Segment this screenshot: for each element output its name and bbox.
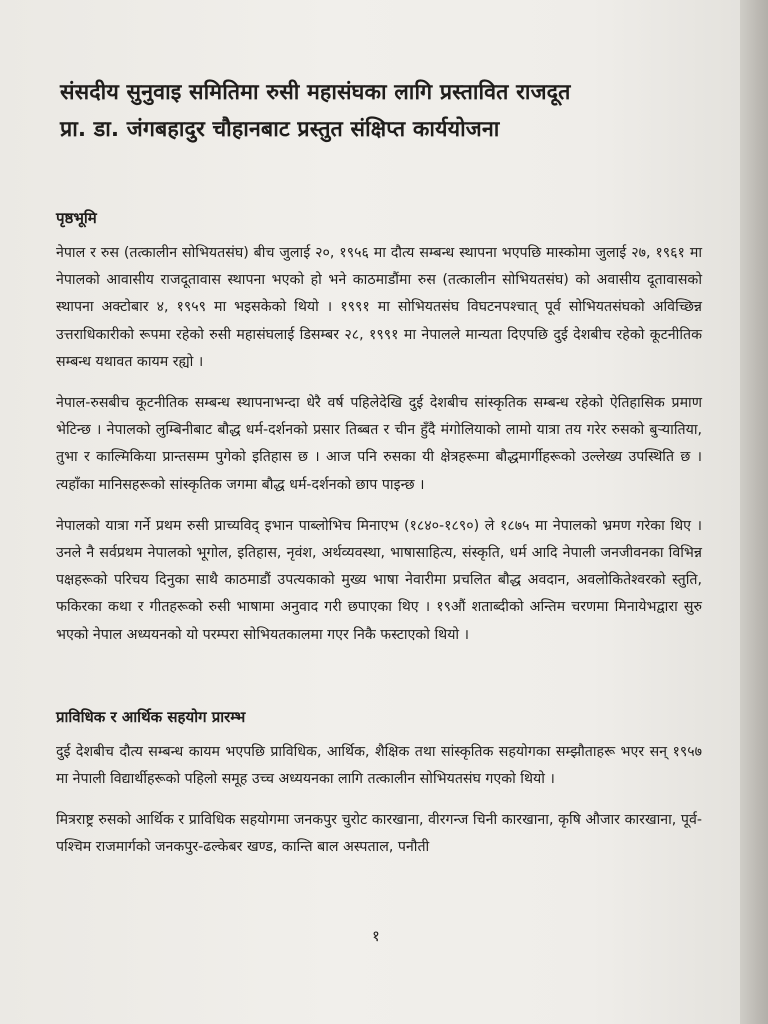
- title-line-2: प्रा. डा. जंगबहादुर चौहानबाट प्रस्तुत संक्षिप्त कार्ययोजना: [60, 117, 500, 142]
- paragraph: नेपालको यात्रा गर्ने प्रथम रुसी प्राच्यविद् इभान पाब्लोभिच मिनाएभ (१८४०-१८९०) ले १८७५ मा नेपालको भ्रमण गरेका थिए । उनले नै सर्वप्रथम नेपालको भूगोल, इतिहास, नृवंश, अर्थव्यवस्था, भाषासाहित्य, संस्कृति, धर्म आदि नेपाली जनजीवनका विभिन्न पक्षहरूको परिचय दिनुका साथै काठमाडौं उपत्यकाको मुख्य भाषा नेवारीमा प्रचलित बौद्ध अवदान, अवलोकितेश्वरको स्तुति, फकिरका कथा र गीतहरूको रुसी भाषामा अनुवाद गरी छपाएका थिए । १९औं शताब्दीको अन्तिम चरणमा मिनायेभद्वारा सुरु भएको नेपाल अध्ययनको यो परम्परा सोभियतकालमा गएर निकै फस्टाएको थियो ।: [56, 517, 702, 643]
- paragraph: नेपाल-रुसबीच कूटनीतिक सम्बन्ध स्थापनाभन्दा धेरै वर्ष पहिलेदेखि दुई देशबीच सांस्कृतिक सम्बन्ध रहेको ऐतिहासिक प्रमाण भेटिन्छ । नेपालको लुम्बिनीबाट बौद्ध धर्म-दर्शनको प्रसार तिब्बत र चीन हुँदै मंगोलियाको लामो यात्रा तय गरेर रुसको बुर्‍यातिया, तुभा र काल्मिकिया प्रान्तसम्म पुगेको इतिहास छ । आज पनि रुसका यी क्षेत्रहरूमा बौद्धमार्गीहरूको उल्लेख्य उपस्थिति छ । त्यहाँका मानिसहरूको सांस्कृतिक जगमा बौद्ध धर्म-दर्शनको छाप पाइन्छ ।: [56, 395, 702, 493]
- paragraph: नेपाल र रुस (तत्कालीन सोभियतसंघ) बीच जुलाई २०, १९५६ मा दौत्य सम्बन्ध स्थापना भएपछि मास्कोमा जुलाई २७, १९६१ मा नेपालको आवासीय राजदूतावास स्थापना भएको हो भने काठमाडौंमा रुस (तत्कालीन सोभियतसंघ) को अवासीय दूतावासको स्थापना अक्टोबार ४, १९५९ मा भइसकेको थियो । १९९१ मा सोभियतसंघ विघटनपश्चात् पूर्व सोभियतसंघको अविच्छिन्न उत्तराधिकारीको रूपमा रहेको रुसी महासंघलाई डिसम्बर २८, १९९१ मा नेपालले मान्यता दिएपछि दुई देशबीच रहेको कूटनीतिक सम्बन्ध यथावत कायम रह्यो ।: [56, 245, 702, 370]
- paragraph: मित्रराष्ट्र रुसको आर्थिक र प्राविधिक सहयोगमा जनकपुर चुरोट कारखाना, वीरगन्ज चिनी कारखाना, कृषि औजार कारखाना, पूर्व-पश्चिम राजमार्गको जनकपुर-ढल्केबर खण्ड, कान्ति बाल अस्पताल, पनौती: [56, 812, 702, 856]
- page-content: [56, 74, 702, 862]
- paragraph: दुई देशबीच दौत्य सम्बन्ध कायम भएपछि प्राविधिक, आर्थिक, शैक्षिक तथा सांस्कृतिक सहयोगका सम्झौताहरू भएर सन् १९५७ मा नेपाली विद्यार्थीहरूको पहिलो समूह उच्च अध्ययनका लागि तत्कालीन सोभियतसंघ गएको थियो ।: [56, 743, 702, 788]
- section-heading-cooperation: प्राविधिक र आर्थिक सहयोग प्रारम्भ: [56, 707, 246, 726]
- title-line-1: संसदीय सुनुवाइ समितिमा रुसी महासंघका लागि प्रस्तावित राजदूत: [60, 80, 571, 105]
- page-number: १: [372, 927, 380, 945]
- page-stack-edge: [740, 0, 768, 1024]
- section-heading-background: पृष्ठभूमि: [56, 209, 97, 227]
